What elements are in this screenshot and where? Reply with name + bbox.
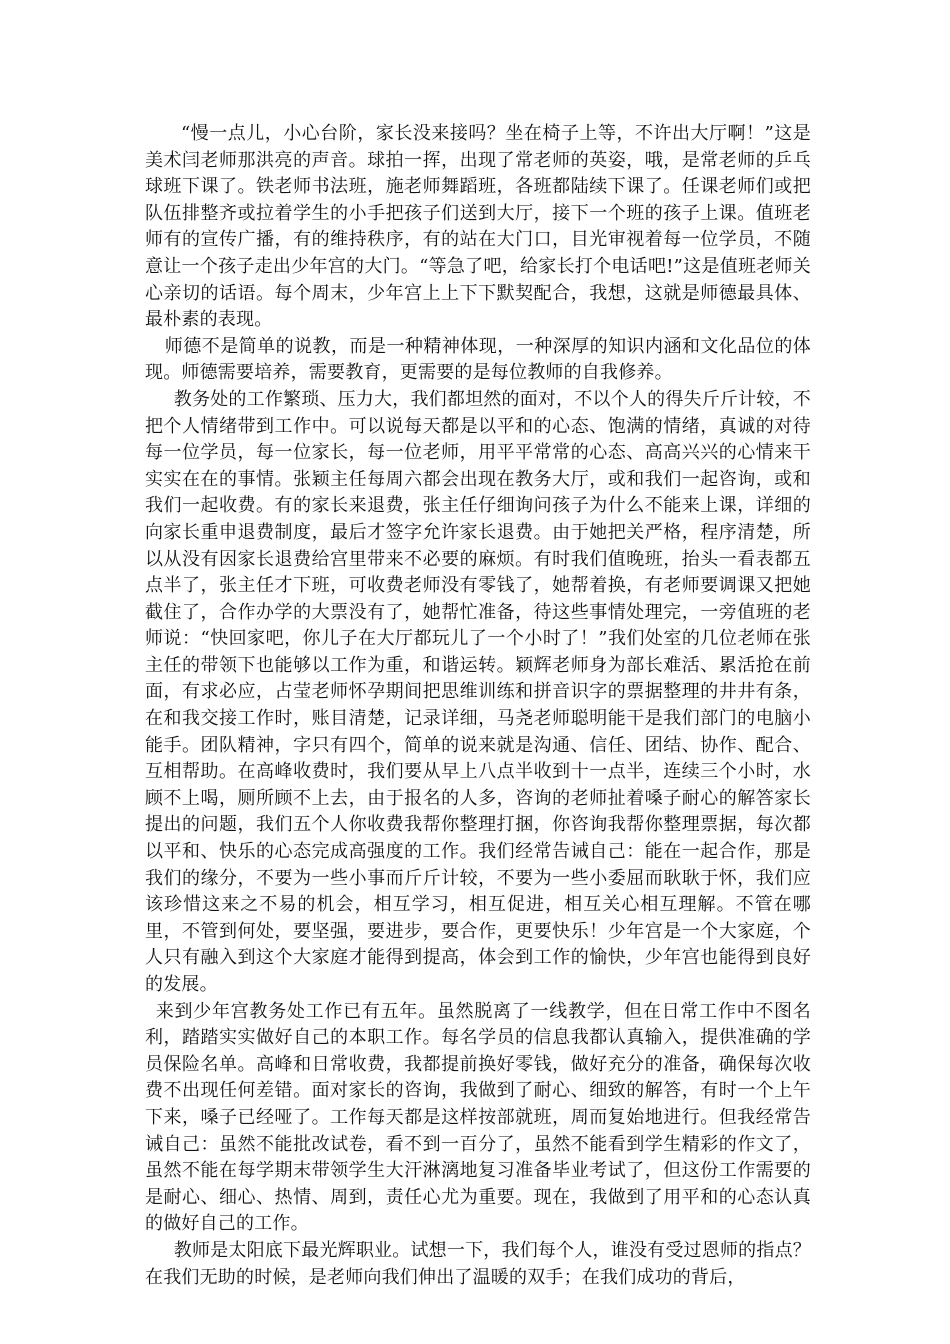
paragraph-2: 师德不是简单的说教，而是一种精神体现，一种深厚的知识内涵和文化品位的体现。师德需要培养，需要教育，更需要的是每位教师的自我修养。 — [145, 335, 811, 384]
document-body — [145, 121, 811, 1291]
paragraph-1: “慢一点儿，小心台阶，家长没来接吗？坐在椅子上等，不许出大厅啊！”这是美术闫老师那洪亮的声音。球拍一挥，出现了常老师的英姿，哦，是常老师的乒乓球班下课了。铁老师书法班，施老师舞蹈班，各班都陆续下课了。任课老师们或把队伍排整齐或拉着学生的小手把孩子们送到大厅，接下一个班的孩子上课。值班老师有的宣传广播，有的维持秩序，有的站在大门口，目光审视着每一位学员，不随意让一个孩子走出少年宫的大门。“等急了吧，给家长打个电话吧!”这是值班老师关心亲切的话语。每个周末，少年宫上上下下默契配合，我想，这就是师德最具体、最朴素的表现。 — [145, 123, 811, 331]
paragraph-5: 教师是太阳底下最光辉职业。试想一下，我们每个人，谁没有受过恩师的指点？在我们无助的时候，是老师向我们伸出了温暖的双手；在我们成功的背后， — [145, 1239, 811, 1288]
paragraph-3: 教务处的工作繁琐、压力大，我们都坦然的面对，不以个人的得失斤斤计较，不把个人情绪带到工作中。可以说每天都是以平和的心态、饱满的情绪，真诚的对待每一位学员，每一位家长，每一位老师，用平平常常的心态、高高兴兴的心情来干实实在在的事情。张颖主任每周六都会出现在教务大厅，或和我们一起咨询，或和我们一起收费。有的家长来退费，张主任仔细询问孩子为什么不能来上课，详细的向家长重申退费制度，最后才签字允许家长退费。由于她把关严格，程序清楚，所以从没有因家长退费给宫里带来不必要的麻烦。有时我们值晚班，抬头一看表都五点半了，张主任才下班，可收费老师没有零钱了，她帮着换，有老师要调课又把她截住了，合作办学的大票没有了，她帮忙准备，待这些事情处理完，一旁值班的老师说：“快回家吧，你儿子在大厅都玩儿了一个小时了！”我们处室的几位老师在张主任的带领下也能够以工作为重，和谐运转。颖辉老师身为部长难活、累活抢在前面，有求必应，占莹老师怀孕期间把思维训练和拼音识字的票据整理的井井有条，在和我交接工作时，账目清楚，记录详细，马尧老师聪明能干是我们部门的电脑小能手。团队精神，字只有四个，简单的说来就是沟通、信任、团结、协作、配合、互相帮助。在高峰收费时，我们要从早上八点半收到十一点半，连续三个小时，水顾不上喝，厕所顾不上去，由于报名的人多，咨询的老师扯着嗓子耐心的解答家长提出的问题，我们五个人你收费我帮你整理打捆，你咨询我帮你整理票据，每次都以平和、快乐的心态完成高强度的工作。我们经常告诫自己：能在一起合作，那是我们的缘分，不要为一些小事而斤斤计较，不要为一些小委屈而耿耿于怀，我们应该珍惜这来之不易的机会，相互学习，相互促进，相互关心相互理解。不管在哪里，不管到何处，要坚强，要进步，要合作，更要快乐！少年宫是一个大家庭，个人只有融入到这个大家庭才能得到提高，体会到工作的愉快，少年宫也能得到良好的发展。 — [145, 388, 811, 995]
paragraph-4: 来到少年宫教务处工作已有五年。虽然脱离了一线教学，但在日常工作中不图名利，踏踏实实做好自己的本职工作。每名学员的信息我都认真输入，提供准确的学员保险名单。高峰和日常收费，我都提前换好零钱，做好充分的准备，确保每次收费不出现任何差错。面对家长的咨询，我做到了耐心、细致的解答，有时一个上午下来，嗓子已经哑了。工作每天都是这样按部就班，周而复始地进行。但我经常告诫自己：虽然不能批改试卷，看不到一百分了，虽然不能看到学生精彩的作文了，虽然不能在每学期末带领学生大汗淋漓地复习准备毕业考试了，但这份工作需要的是耐心、细心、热情、周到，责任心尤为重要。现在，我做到了用平和的心态认真的做好自己的工作。 — [145, 1000, 811, 1235]
